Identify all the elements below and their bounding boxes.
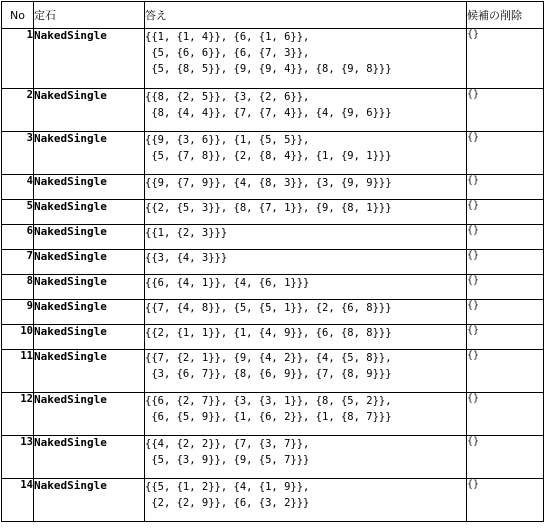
answer-cell	[145, 436, 467, 479]
candidate-removal: {}	[467, 325, 544, 350]
table-row	[2, 132, 544, 175]
step-number: 2	[2, 89, 34, 132]
answer-line: {{5, {1, 2}}, {4, {1, 9}},	[145, 481, 310, 493]
header-no: No	[2, 2, 34, 29]
answer-line: {{4, {2, 2}}, {7, {3, 7}},	[145, 438, 310, 450]
answer-line: {2, {2, 9}}, {6, {3, 2}}}	[145, 497, 310, 509]
answer-line: {5, {6, 6}}, {6, {7, 3}},	[145, 47, 310, 59]
step-number: 12	[2, 393, 34, 436]
answer-cell	[145, 300, 467, 325]
step-number: 10	[2, 325, 34, 350]
answer-line: {{7, {4, 8}}, {5, {5, 1}}, {2, {6, 8}}}	[145, 302, 392, 314]
technique-name: NakedSingle	[34, 479, 145, 522]
candidate-removal: {}	[467, 250, 544, 275]
step-number: 13	[2, 436, 34, 479]
candidate-removal: {}	[467, 436, 544, 479]
answer-line: {5, {7, 8}}, {2, {8, 4}}, {1, {9, 1}}}	[145, 150, 392, 162]
candidate-removal: {}	[467, 29, 544, 89]
table-row	[2, 250, 544, 275]
candidate-removal: {}	[467, 89, 544, 132]
technique-name: NakedSingle	[34, 325, 145, 350]
answer-line: {{9, {3, 6}}, {1, {5, 5}},	[145, 134, 310, 146]
technique-name: NakedSingle	[34, 275, 145, 300]
table-row	[2, 436, 544, 479]
technique-name: NakedSingle	[34, 200, 145, 225]
answer-line: {6, {5, 9}}, {1, {6, 2}}, {1, {8, 7}}}	[145, 411, 392, 423]
candidate-removal: {}	[467, 200, 544, 225]
answer-line: {{1, {2, 3}}}	[145, 227, 228, 239]
answer-cell	[145, 200, 467, 225]
step-number: 7	[2, 250, 34, 275]
answer-line: {5, {3, 9}}, {9, {5, 7}}}	[145, 454, 310, 466]
answer-cell	[145, 29, 467, 89]
answer-cell	[145, 250, 467, 275]
table-row	[2, 29, 544, 89]
technique-name: NakedSingle	[34, 225, 145, 250]
header-technique: 定石	[34, 2, 145, 29]
candidate-removal: {}	[467, 350, 544, 393]
answer-cell	[145, 393, 467, 436]
step-number: 8	[2, 275, 34, 300]
candidate-removal: {}	[467, 393, 544, 436]
table-row	[2, 325, 544, 350]
answer-cell	[145, 325, 467, 350]
table-row	[2, 393, 544, 436]
answer-cell	[145, 225, 467, 250]
header-answer: 答え	[145, 2, 467, 29]
answer-cell	[145, 175, 467, 200]
candidate-removal: {}	[467, 132, 544, 175]
answer-line: {8, {4, 4}}, {7, {7, 4}}, {4, {9, 6}}}	[145, 107, 392, 119]
step-number: 1	[2, 29, 34, 89]
solution-steps-table	[1, 1, 544, 522]
answer-line: {5, {8, 5}}, {9, {9, 4}}, {8, {9, 8}}}	[145, 63, 392, 75]
candidate-removal: {}	[467, 300, 544, 325]
table-row	[2, 350, 544, 393]
technique-name: NakedSingle	[34, 132, 145, 175]
answer-line: {3, {6, 7}}, {8, {6, 9}}, {7, {8, 9}}}	[145, 368, 392, 380]
header-candidate-removal: 候補の削除	[467, 2, 544, 29]
table-row	[2, 225, 544, 250]
step-number: 3	[2, 132, 34, 175]
answer-cell	[145, 479, 467, 522]
answer-line: {{3, {4, 3}}}	[145, 252, 228, 264]
step-number: 9	[2, 300, 34, 325]
answer-line: {{2, {5, 3}}, {8, {7, 1}}, {9, {8, 1}}}	[145, 202, 392, 214]
table-row	[2, 175, 544, 200]
step-number: 5	[2, 200, 34, 225]
step-number: 6	[2, 225, 34, 250]
answer-cell	[145, 275, 467, 300]
technique-name: NakedSingle	[34, 29, 145, 89]
technique-name: NakedSingle	[34, 350, 145, 393]
table-row	[2, 275, 544, 300]
table-row	[2, 479, 544, 522]
answer-cell	[145, 350, 467, 393]
table-body	[2, 29, 544, 522]
answer-line: {{9, {7, 9}}, {4, {8, 3}}, {3, {9, 9}}}	[145, 177, 392, 189]
step-number: 14	[2, 479, 34, 522]
candidate-removal: {}	[467, 175, 544, 200]
technique-name: NakedSingle	[34, 393, 145, 436]
header-row	[2, 2, 544, 29]
table-row	[2, 300, 544, 325]
answer-cell	[145, 89, 467, 132]
table-row	[2, 89, 544, 132]
technique-name: NakedSingle	[34, 436, 145, 479]
answer-line: {{6, {2, 7}}, {3, {3, 1}}, {8, {5, 2}},	[145, 395, 392, 407]
answer-line: {{7, {2, 1}}, {9, {4, 2}}, {4, {5, 8}},	[145, 352, 392, 364]
answer-cell	[145, 132, 467, 175]
technique-name: NakedSingle	[34, 89, 145, 132]
technique-name: NakedSingle	[34, 300, 145, 325]
answer-line: {{8, {2, 5}}, {3, {2, 6}},	[145, 91, 310, 103]
technique-name: NakedSingle	[34, 175, 145, 200]
step-number: 11	[2, 350, 34, 393]
step-number: 4	[2, 175, 34, 200]
answer-line: {{6, {4, 1}}, {4, {6, 1}}}	[145, 277, 310, 289]
candidate-removal: {}	[467, 225, 544, 250]
candidate-removal: {}	[467, 479, 544, 522]
table-row	[2, 200, 544, 225]
answer-line: {{1, {1, 4}}, {6, {1, 6}},	[145, 31, 310, 43]
answer-line: {{2, {1, 1}}, {1, {4, 9}}, {6, {8, 8}}}	[145, 327, 392, 339]
candidate-removal: {}	[467, 275, 544, 300]
technique-name: NakedSingle	[34, 250, 145, 275]
